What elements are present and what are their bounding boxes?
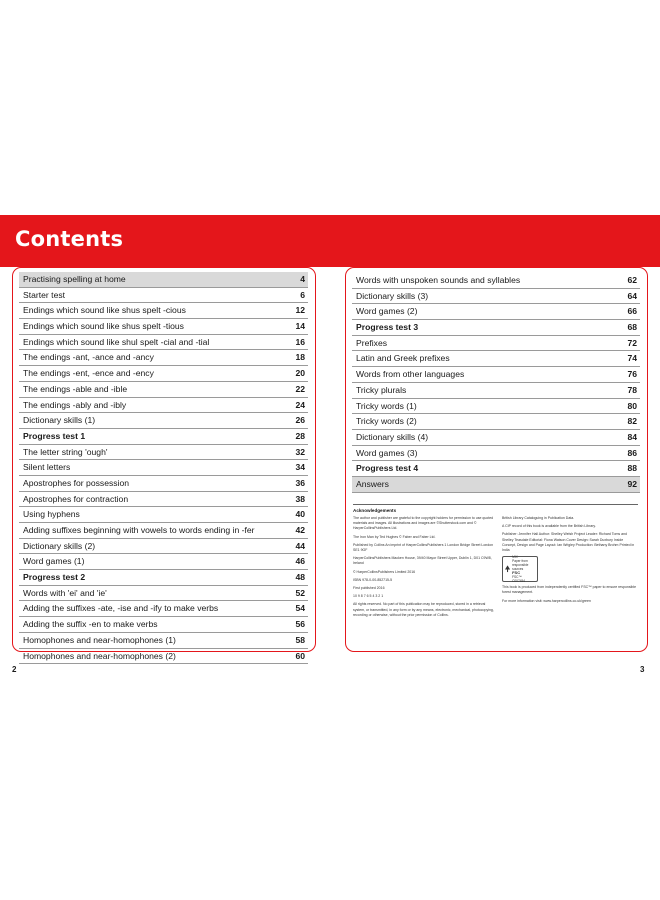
toc-row	[352, 320, 640, 336]
toc-title: Word games (1)	[23, 556, 85, 567]
ack-paragraph: ISBN 978-0-00-852715-5	[353, 577, 393, 582]
toc-title: Endings which sound like shul spelt -cial and -tial	[23, 336, 210, 347]
toc-title: Apostrophes for possession	[23, 477, 130, 488]
ack-paragraph: Publisher: Jennifer Hall Author: Shelley Welsh Project Leader: Richard Toms and Shelley Teasdale Editorial: Fiona Watson Cover Design: Sarah Duxbury Inside Concept, Design and Page Layout: Ian Wrigley Production: Bethany Brohm Printed in India	[502, 532, 635, 553]
toc-row	[352, 336, 640, 352]
ack-paragraph: © HarperCollinsPublishers Limited 2016	[353, 569, 416, 574]
toc-row	[19, 366, 308, 382]
toc-title: The endings -ent, -ence and -ency	[23, 368, 154, 379]
toc-page-number: 56	[295, 619, 305, 630]
fsc-line2: Paper from responsible sources	[512, 559, 529, 572]
toc-row	[352, 304, 640, 320]
toc-page-number: 38	[295, 493, 305, 504]
toc-page-number: 88	[627, 463, 637, 474]
toc-title: Progress test 3	[356, 322, 419, 333]
toc-title: Dictionary skills (1)	[23, 415, 96, 426]
toc-page-number: 54	[295, 603, 305, 614]
toc-page-number: 16	[295, 336, 305, 347]
toc-row	[19, 601, 308, 617]
toc-row	[352, 383, 640, 399]
toc-row	[19, 539, 308, 555]
toc-row	[352, 446, 640, 462]
toc-row	[19, 429, 308, 445]
toc-title: Prefixes	[356, 337, 388, 348]
toc-title: Adding the suffix -en to make verbs	[23, 619, 158, 630]
ack-paragraph: The Iron Man by Ted Hughes © Faber and Faber Ltd.	[353, 534, 436, 539]
toc-page-number: 26	[295, 415, 305, 426]
ack-paragraph: All rights reserved. No part of this publication may be reproduced, stored in a retrieval system, or transmitted, in any form or by any means, electronic, mechanical, photocopying, recording or otherwise, without the prior permission of Collins.	[353, 602, 494, 617]
toc-row	[352, 414, 640, 430]
toc-title: Progress test 1	[23, 430, 86, 441]
toc-page-number: 22	[295, 383, 305, 394]
toc-row	[19, 617, 308, 633]
toc-page-number: 4	[300, 274, 305, 284]
toc-title: Apostrophes for contraction	[23, 493, 129, 504]
toc-row	[352, 367, 640, 383]
toc-page-number: 60	[295, 650, 305, 661]
tree-icon	[505, 562, 510, 576]
fsc-text	[512, 555, 535, 583]
toc-row	[19, 492, 308, 508]
toc-title: Progress test 4	[356, 463, 419, 474]
toc-title: Dictionary skills (2)	[23, 540, 96, 551]
toc-title: Starter test	[23, 289, 66, 300]
toc-row	[19, 335, 308, 351]
toc-title: Using hyphens	[23, 509, 80, 520]
acknowledgements-right-column	[502, 516, 638, 607]
toc-row	[19, 586, 308, 602]
toc-row	[19, 460, 308, 476]
toc-page-number: 62	[627, 275, 637, 285]
toc-title: Progress test 2	[23, 572, 86, 583]
toc-title: Dictionary skills (4)	[356, 431, 429, 442]
toc-title: Words from other languages	[356, 369, 465, 380]
fsc-label: FSC	[512, 570, 521, 576]
toc-page-number: 82	[627, 416, 637, 427]
fsc-logo	[502, 556, 538, 582]
toc-title: Word games (2)	[356, 306, 418, 317]
toc-title: The endings -ant, -ance and -ancy	[23, 352, 154, 363]
toc-page-number: 66	[627, 306, 637, 317]
page-number-right: 3	[640, 665, 645, 674]
toc-title: Tricky words (1)	[356, 400, 417, 411]
toc-title: Tricky plurals	[356, 384, 407, 395]
toc-list-left	[19, 272, 308, 664]
toc-title: The letter string 'ough'	[23, 446, 108, 457]
toc-row	[19, 398, 308, 414]
toc-title: Homophones and near-homophones (1)	[23, 634, 176, 645]
toc-row	[19, 554, 308, 570]
ack-paragraph: HarperCollinsPublishers Macken House, 39/40 Mayor Street Upper, Dublin 1, D01 C9W8, Ireland	[353, 556, 492, 566]
page-number-left: 2	[12, 665, 17, 674]
toc-row	[19, 476, 308, 492]
toc-row	[19, 633, 308, 649]
toc-title: Endings which sound like shus spelt -cious	[23, 305, 186, 316]
toc-title: Silent letters	[23, 462, 71, 473]
toc-page-number: 76	[627, 369, 637, 380]
toc-row	[352, 461, 640, 477]
toc-page-number: 72	[627, 337, 637, 348]
toc-row	[352, 430, 640, 446]
acknowledgements-left-column	[353, 516, 495, 621]
toc-row	[352, 477, 640, 493]
toc-page-number: 40	[295, 509, 305, 520]
toc-row	[352, 273, 640, 289]
toc-page-number: 74	[627, 353, 637, 364]
toc-page-number: 52	[295, 587, 305, 598]
toc-page-number: 64	[627, 290, 637, 301]
toc-page-number: 20	[295, 368, 305, 379]
fsc-line3: FSC™ C007454	[512, 575, 526, 584]
toc-row	[19, 570, 308, 586]
toc-title: Endings which sound like shus spelt -tious	[23, 321, 184, 332]
toc-row	[352, 289, 640, 305]
toc-page-number: 34	[295, 462, 305, 473]
toc-page-number: 48	[295, 572, 305, 583]
toc-page-number: 86	[627, 447, 637, 458]
toc-page-number: 46	[295, 556, 305, 567]
toc-page-number: 58	[295, 634, 305, 645]
acknowledgements-title: Acknowledgements	[353, 508, 397, 513]
toc-title: Answers	[356, 478, 389, 489]
toc-page-number: 24	[295, 399, 305, 410]
toc-page-number: 32	[295, 446, 305, 457]
toc-row	[19, 523, 308, 539]
toc-page-number: 12	[295, 305, 305, 316]
toc-title: Word games (3)	[356, 447, 418, 458]
toc-title: Tricky words (2)	[356, 416, 417, 427]
toc-row	[19, 445, 308, 461]
toc-page-number: 68	[627, 322, 637, 333]
page-title: Contents	[15, 227, 124, 251]
toc-row	[352, 351, 640, 367]
toc-page-number: 36	[295, 477, 305, 488]
toc-page-number: 84	[627, 431, 637, 442]
toc-title: Words with unspoken sounds and syllables	[356, 275, 521, 285]
toc-row	[19, 413, 308, 429]
ack-paragraph: For more information visit: www.harpercollins.co.uk/green	[502, 598, 591, 603]
toc-list-right	[352, 273, 640, 493]
toc-title: Words with 'ei' and 'ie'	[23, 587, 107, 598]
ack-paragraph: This book is produced from independently certified FSC™ paper to ensure responsible forest management.	[502, 585, 637, 595]
toc-row	[19, 649, 308, 665]
acknowledgements	[353, 504, 638, 617]
toc-page-number: 78	[627, 384, 637, 395]
toc-row	[352, 399, 640, 415]
ack-paragraph: Published by Collins An imprint of HarperCollinsPublishers 1 London Bridge Street London SE1 9GF	[353, 542, 494, 553]
fsc-line1: MIX	[512, 555, 518, 560]
ack-paragraph: 10 9 8 7 6 5 4 3 2 1	[353, 594, 384, 599]
toc-title: Practising spelling at home	[23, 274, 126, 284]
toc-page-number: 44	[295, 540, 305, 551]
ack-paragraph: British Library Cataloguing in Publication Data.	[502, 516, 575, 520]
toc-page-number: 92	[627, 478, 637, 489]
toc-row	[19, 382, 308, 398]
toc-row	[19, 303, 308, 319]
toc-row	[19, 350, 308, 366]
toc-page-number: 14	[295, 321, 305, 332]
toc-title: The endings -ably and -ibly	[23, 399, 127, 410]
toc-page-number: 18	[295, 352, 305, 363]
ack-paragraph: A CIP record of this book is available from the British Library.	[502, 524, 596, 529]
toc-row	[19, 507, 308, 523]
toc-title: Homophones and near-homophones (2)	[23, 650, 176, 661]
toc-row	[19, 319, 308, 335]
toc-page-number: 80	[627, 400, 637, 411]
toc-title: Adding the suffixes -ate, -ise and -ify to make verbs	[23, 603, 219, 614]
ack-paragraph: The author and publisher are grateful to the copyright holders for permission to use quoted materials and images. All illustrations and images are ©Shutterstock.com and © HarperCollinsPublishers Ltd.	[353, 516, 494, 531]
toc-page-number: 6	[300, 289, 305, 300]
toc-row	[19, 272, 308, 288]
toc-page-number: 28	[295, 430, 305, 441]
toc-title: The endings -able and -ible	[23, 383, 128, 394]
toc-title: Latin and Greek prefixes	[356, 353, 450, 364]
toc-row	[19, 288, 308, 304]
ack-paragraph: First published 2016	[353, 586, 385, 591]
toc-title: Adding suffixes beginning with vowels to words ending in -fer	[23, 525, 255, 535]
toc-page-number: 42	[295, 525, 305, 535]
toc-title: Dictionary skills (3)	[356, 290, 429, 301]
